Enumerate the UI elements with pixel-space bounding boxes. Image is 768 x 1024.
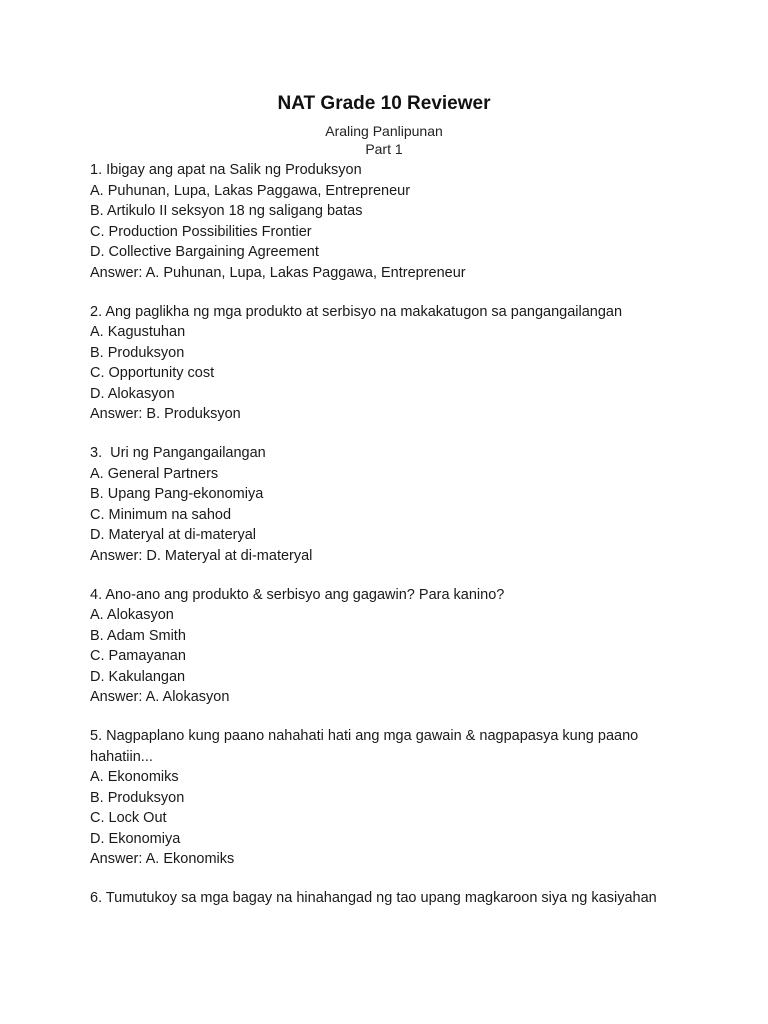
answer-text: Answer: A. Alokasyon	[90, 689, 230, 705]
choice-b: B. Produksyon	[90, 789, 185, 806]
choice-a: A. Alokasyon	[90, 607, 174, 623]
question-text: 6. Tumutukoy sa mga bagay na hinahangad ng tao upang magkaroon siya ng kasiyahan	[90, 890, 657, 906]
choice-b: B. Artikulo II seksyon 18 ng saligang batas	[90, 203, 363, 219]
answer-text: Answer: B. Produksyon	[90, 406, 241, 422]
question-text: 2. Ang paglikha ng mga produkto at serbisyo na makakatugon sa pangangailangan	[90, 303, 623, 320]
question-text: 3. Uri ng Pangangailangan	[90, 445, 266, 461]
choice-c: C. Pamayanan	[90, 648, 186, 664]
question-item	[90, 302, 678, 425]
choice-a: A. Kagustuhan	[90, 324, 186, 340]
choice-d: D. Materyal at di-materyal	[90, 527, 256, 543]
choice-b: B. Adam Smith	[90, 627, 186, 644]
choice-a: A. General Partners	[90, 465, 219, 482]
question-item	[90, 585, 678, 708]
question-item	[90, 160, 678, 283]
choice-a: A. Puhunan, Lupa, Lakas Paggawa, Entrepreneur	[90, 182, 411, 199]
choice-b: B. Produksyon	[90, 344, 185, 361]
choice-c: C. Opportunity cost	[90, 365, 215, 381]
choice-c: C. Minimum na sahod	[90, 506, 232, 523]
answer-text: Answer: A. Ekonomiks	[90, 851, 235, 867]
choice-b: B. Upang Pang-ekonomiya	[90, 486, 264, 502]
question-item	[90, 888, 678, 909]
question-text: 1. Ibigay ang apat na Salik ng Produksyon	[90, 162, 362, 178]
question-item	[90, 726, 678, 870]
choice-d: D. Kakulangan	[90, 668, 186, 685]
choice-d: D. Collective Bargaining Agreement	[90, 244, 319, 260]
answer-text: Answer: D. Materyal at di-materyal	[90, 547, 313, 564]
choice-a: A. Ekonomiks	[90, 769, 179, 785]
choice-c: C. Lock Out	[90, 810, 167, 826]
choice-c: C. Production Possibilities Frontier	[90, 223, 312, 240]
question-item	[90, 443, 678, 566]
choice-d: D. Alokasyon	[90, 385, 175, 402]
answer-text: Answer: A. Puhunan, Lupa, Lakas Paggawa, Entrepreneur	[90, 264, 466, 281]
choice-d: D. Ekonomiya	[90, 830, 181, 847]
document-title: NAT Grade 10 Reviewer	[277, 93, 491, 114]
document-subject: Araling Panlipunan	[325, 123, 443, 139]
question-text: 5. Nagpaplano kung paano nahahati hati ang mga gawain & nagpapasya kung paano hahatiin...	[90, 728, 639, 765]
question-text: 4. Ano-ano ang produkto & serbisyo ang gagawin? Para kanino?	[90, 586, 505, 603]
question-list	[90, 160, 678, 909]
document-part: Part 1	[365, 141, 403, 157]
